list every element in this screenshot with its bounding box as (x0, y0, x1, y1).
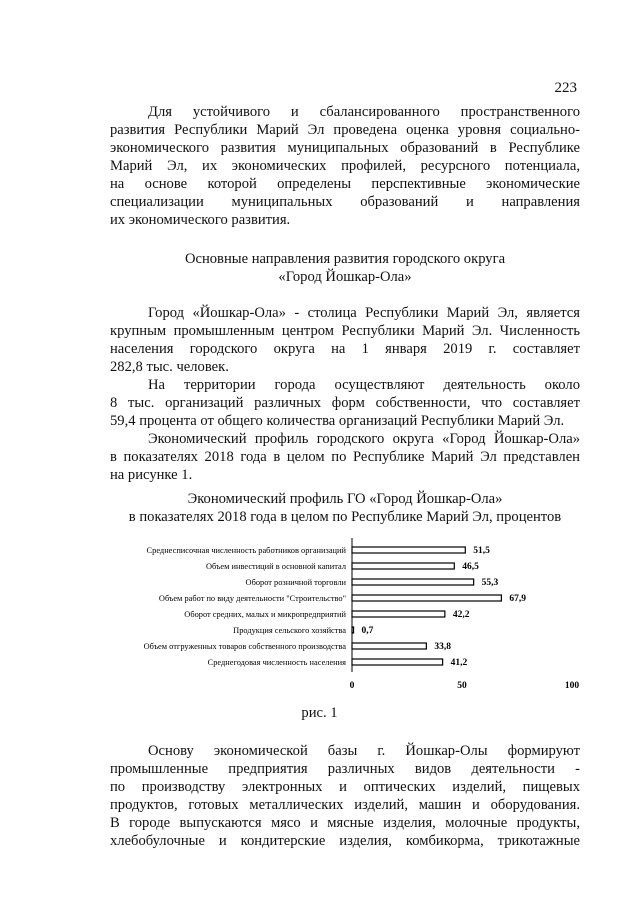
text-line: промышленные предприятия различных видов деятельности - (110, 761, 580, 777)
category-label: Продукция сельского хозяйства (233, 626, 346, 635)
text-line: на рисунке 1. (110, 467, 193, 483)
paragraph-capital (110, 304, 580, 376)
text-line: 282,8 тыс. человек. (110, 359, 229, 375)
chart-title (95, 490, 595, 526)
bar-value-label: 41,2 (450, 658, 468, 668)
text-line: Город «Йошкар-Ола» - столица Республики Марий Эл, является (148, 305, 580, 321)
x-tick-label: 50 (457, 681, 467, 691)
heading-line: Основные направления развития городского округа (184, 251, 506, 267)
text-line: развития Республики Марий Эл проведена оценка уровня социально- (110, 122, 580, 138)
bar-value-label: 0,7 (361, 626, 374, 636)
section-heading (110, 250, 580, 286)
bar-chart (108, 534, 588, 692)
category-label: Оборот розничной торговли (245, 578, 346, 587)
paragraph-organizations (110, 376, 580, 430)
text-line: Экономический профиль городского округа «Город Йошкар-Ола» (148, 431, 580, 447)
text-line: Основу экономической базы г. Йошкар-Олы формируют (148, 743, 580, 759)
text-line: на основе которой определены перспективные экономические (110, 176, 580, 192)
bar (352, 611, 445, 617)
category-label: Оборот средних, малых и микропредприятий (184, 610, 346, 619)
heading-line: «Город Йошкар-Ола» (278, 269, 412, 285)
category-label: Среднесписочная численность работников организаций (146, 546, 346, 555)
text-line: специализации муниципальных образований и направления (110, 194, 580, 210)
text-line: 8 тыс. организаций различных форм собственности, что составляет (110, 395, 580, 411)
text-line: На территории города осуществляют деятельность около (148, 377, 580, 393)
bar-value-label: 67,9 (509, 594, 527, 604)
bar-value-label: 33,8 (434, 642, 451, 652)
bar (352, 643, 426, 649)
text-line: экономического развития муниципальных образований в Республике (110, 140, 580, 156)
bar (352, 563, 454, 569)
category-label: Объем работ по виду деятельности "Строительство" (158, 594, 346, 603)
text-line: 59,4 процента от общего количества организаций Республики Марий Эл. (110, 413, 565, 429)
intro-paragraph (110, 103, 580, 229)
text-line: в показателях 2018 года в целом по Республике Марий Эл представлен (110, 449, 580, 465)
text-line: по производству электронных и оптических изделий, пищевых (110, 779, 580, 795)
x-tick-label: 100 (564, 681, 580, 691)
bar-value-label: 42,2 (452, 610, 470, 620)
text-line: населения городского округа на 1 января 2019 г. составляет (110, 341, 580, 357)
category-label: Объем инвестиций в основной капитал (205, 562, 346, 571)
x-tick-label: 0 (349, 681, 355, 691)
text-line: их экономического развития. (110, 212, 291, 228)
page-number: 223 (554, 80, 577, 96)
text-line: хлебобулочные и кондитерские изделия, комбикорма, трикотажные (110, 833, 580, 849)
paragraph-economy-base (110, 742, 580, 850)
text-line: продуктов, готовых металлических изделий, машин и оборудования. (110, 797, 580, 813)
bar-value-label: 51,5 (473, 546, 490, 556)
figure-caption: рис. 1 (301, 705, 338, 721)
bar (352, 627, 354, 633)
category-label: Объем отгруженных товаров собственного производства (143, 642, 346, 651)
bar (352, 579, 474, 585)
bar-value-label: 46,5 (462, 562, 479, 572)
chart-title-line: в показателях 2018 года в целом по Республике Марий Эл, процентов (128, 509, 562, 525)
text-line: Марий Эл, их экономических профилей, ресурсного потенциала, (110, 158, 580, 174)
paragraph-profile (110, 430, 580, 484)
category-label: Среднегодовая численность населения (207, 658, 346, 667)
chart-title-line: Экономический профиль ГО «Город Йошкар-Ола» (187, 491, 503, 507)
bar (352, 659, 443, 665)
bar (352, 595, 501, 601)
bar (352, 547, 465, 553)
text-line: Для устойчивого и сбалансированного пространственного (148, 104, 580, 120)
text-line: крупным промышленным центром Республики Марий Эл. Численность (110, 323, 580, 339)
bar-value-label: 55,3 (481, 578, 499, 588)
text-line: В городе выпускаются мясо и мясные изделия, молочные продукты, (110, 815, 580, 831)
